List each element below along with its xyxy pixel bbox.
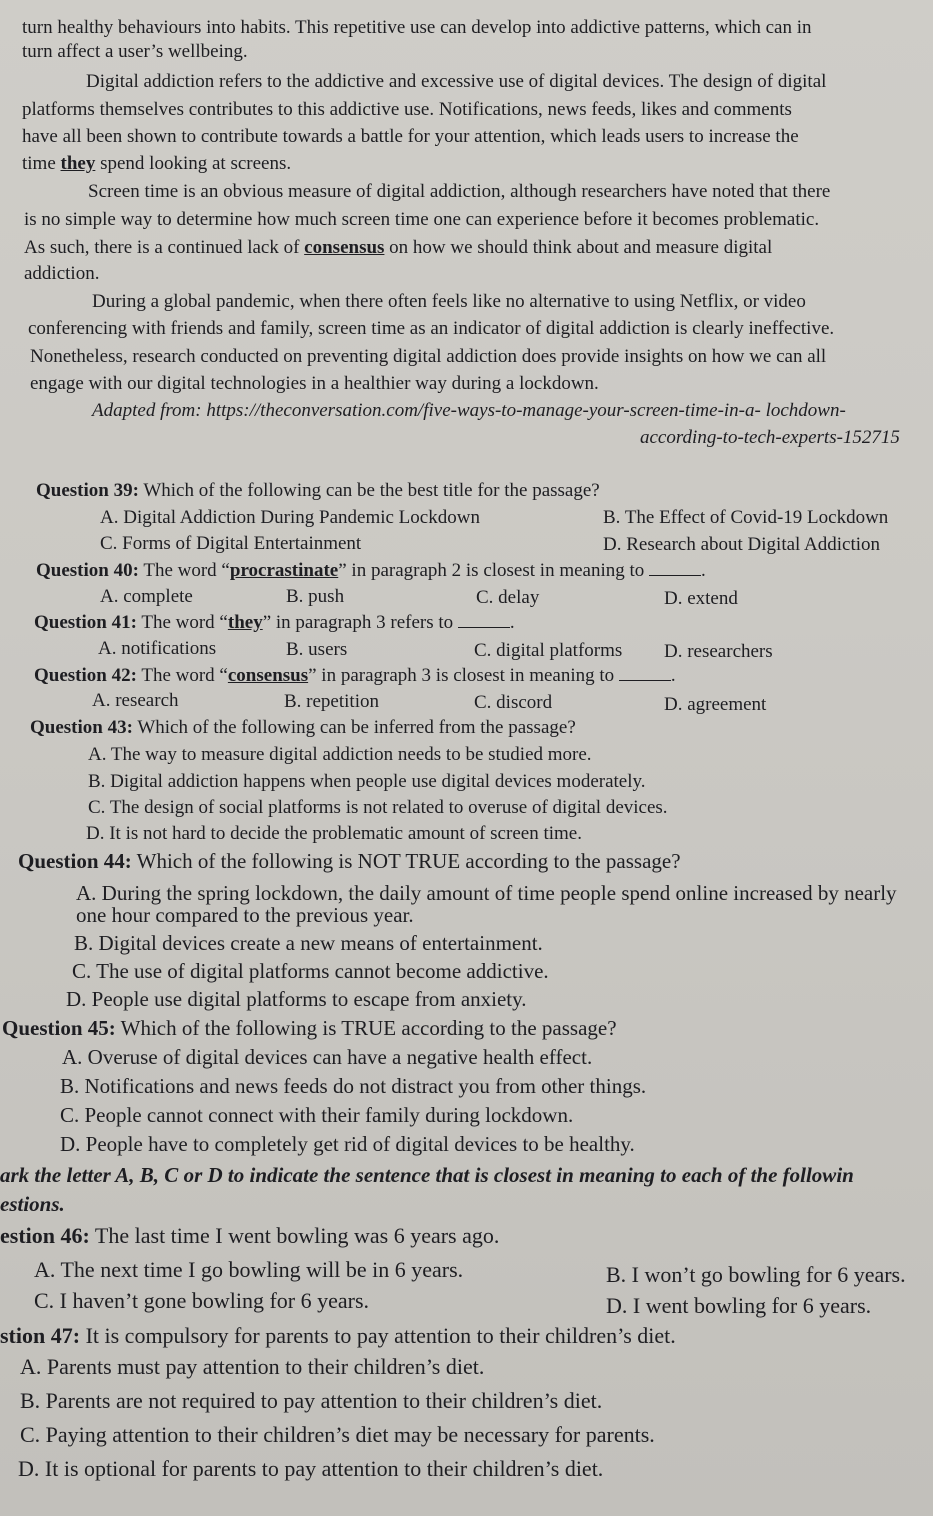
passage-line: is no simple way to determine how much screen time one can experience before it becomes problematic. [24,209,820,230]
question-label: Question 40: [36,560,139,581]
question-text: ” in paragraph 3 refers to [262,612,458,633]
underlined-word: consensus [227,665,309,686]
question-label: Question 39: [36,480,139,501]
option-c[interactable]: C. digital platforms [474,640,623,661]
option-b[interactable]: B. Parents are not required to pay attention to their children’s diet. [20,1388,603,1413]
question-label: Question 41: [34,612,137,633]
question-text: ” in paragraph 3 is closest in meaning to [308,665,619,686]
option-d[interactable]: D. I went bowling for 6 years. [606,1293,872,1318]
question-text: It is compulsory for parents to pay attention to their children’s diet. [80,1323,676,1348]
passage-line: turn affect a user’s wellbeing. [22,41,248,62]
passage-line [24,236,772,260]
answer-blank[interactable] [649,561,701,576]
option-d[interactable]: D. extend [664,588,738,609]
option-b[interactable]: B. Digital devices create a new means of entertainment. [74,931,543,955]
question-text: Which of the following is NOT TRUE according to the passage? [131,849,681,873]
option-d[interactable]: D. People use digital platforms to escape from anxiety. [66,987,527,1011]
question-label: Question 45: [2,1016,116,1040]
option-b[interactable]: B. I won’t go bowling for 6 years. [606,1262,906,1287]
question-text: Which of the following is TRUE according to the passage? [115,1016,617,1040]
section-instruction: ark the letter A, B, C or D to indicate the sentence that is closest in meaning to each of the followin [0,1163,854,1187]
option-a[interactable]: A. The next time I go bowling will be in 6 years. [34,1257,464,1282]
question-label: estion 46: [0,1223,90,1248]
question-39 [36,479,600,503]
passage-line: turn healthy behaviours into habits. This repetitive use can develop into addictive patterns, which can in [22,17,812,38]
question-text: The last time I went bowling was 6 years ago. [89,1223,500,1248]
underlined-word: they [60,153,96,174]
passage-line: Screen time is an obvious measure of digital addiction, although researchers have noted that there [88,181,831,202]
question-text: The word “ [136,612,228,633]
question-text: . [509,612,515,633]
question-text: ” in paragraph 2 is closest in meaning to [338,560,650,581]
option-c[interactable]: C. The design of social platforms is not related to overuse of digital devices. [88,797,668,818]
passage-line: Digital addiction refers to the addictive and excessive use of digital devices. The design of digital [86,71,827,92]
question-44 [18,848,681,874]
option-a[interactable]: A. During the spring lockdown, the daily amount of time people spend online increased by nearly [76,881,897,905]
option-b[interactable]: B. users [286,639,348,660]
option-a[interactable]: A. The way to measure digital addiction needs to be studied more. [88,744,592,765]
option-d[interactable]: D. It is optional for parents to pay attention to their children’s diet. [18,1456,604,1481]
question-41 [34,611,515,635]
option-c[interactable]: C. Paying attention to their children’s diet may be necessary for parents. [20,1422,655,1447]
question-text: The word “ [138,560,230,581]
question-label: stion 47: [0,1323,81,1348]
question-text: Which of the following can be the best title for the passage? [138,480,600,501]
option-b[interactable]: B. push [286,586,345,607]
passage-line: During a global pandemic, when there often feels like no alternative to using Netflix, or video [92,291,806,312]
passage-line: Nonetheless, research conducted on preventing digital addiction does provide insights on how we can all [30,346,827,367]
passage-line: have all been shown to contribute towards a battle for your attention, which leads users to increase the [22,126,799,147]
question-46 [0,1222,499,1250]
question-43 [30,716,576,740]
text: spend looking at screens. [95,153,292,174]
passage-line: engage with our digital technologies in a healthier way during a lockdown. [30,373,599,394]
option-b[interactable]: B. repetition [284,691,379,712]
option-d[interactable]: D. People have to completely get rid of digital devices to be healthy. [60,1132,635,1156]
question-text: . [670,665,676,686]
option-d[interactable]: D. Research about Digital Addiction [603,534,881,555]
option-a-continued[interactable]: one hour compared to the previous year. [76,903,414,927]
option-c[interactable]: C. I haven’t gone bowling for 6 years. [34,1288,370,1313]
answer-blank[interactable] [619,666,671,681]
question-label: Question 42: [34,665,137,686]
question-40 [36,559,706,583]
option-a[interactable]: A. complete [100,586,193,607]
underlined-word: procrastinate [229,560,339,581]
option-a[interactable]: A. research [92,690,179,711]
option-c[interactable]: C. delay [476,587,540,608]
text: time [22,153,61,174]
question-47 [0,1322,676,1350]
option-a[interactable]: A. Digital Addiction During Pandemic Lockdown [100,507,480,528]
passage-line: platforms themselves contributes to this addictive use. Notifications, news feeds, likes and comments [22,99,792,120]
answer-blank[interactable] [458,613,510,628]
question-text: . [701,560,706,581]
option-c[interactable]: C. People cannot connect with their family during lockdown. [60,1103,574,1127]
option-c[interactable]: C. Forms of Digital Entertainment [100,533,362,554]
question-text: The word “ [136,665,228,686]
source-citation: Adapted from: https://theconversation.com/five-ways-to-manage-your-screen-time-in-a- lochdown- [92,400,846,421]
option-c[interactable]: C. The use of digital platforms cannot become addictive. [72,959,549,983]
option-d[interactable]: D. researchers [664,641,773,662]
section-instruction: estions. [0,1192,65,1216]
passage-line: conferencing with friends and family, screen time as an indicator of digital addiction is clearly ineffective. [28,318,835,339]
option-d[interactable]: D. agreement [664,694,767,715]
option-a[interactable]: A. notifications [98,638,217,659]
underlined-word: they [227,612,263,633]
question-label: Question 44: [18,849,132,873]
option-b[interactable]: B. The Effect of Covid-19 Lockdown [603,507,889,528]
question-label: Question 43: [30,717,133,738]
option-d[interactable]: D. It is not hard to decide the problematic amount of screen time. [86,823,582,844]
question-42 [34,664,676,688]
passage-line [22,152,291,176]
question-45 [2,1015,617,1041]
text: As such, there is a continued lack of [24,237,305,258]
source-citation: according-to-tech-experts-152715 [640,427,900,448]
text: on how we should think about and measure digital [384,237,773,258]
passage-line: addiction. [24,263,100,284]
question-text: Which of the following can be inferred from the passage? [132,717,576,738]
option-a[interactable]: A. Parents must pay attention to their children’s diet. [20,1354,485,1379]
option-a[interactable]: A. Overuse of digital devices can have a negative health effect. [62,1045,593,1069]
option-b[interactable]: B. Digital addiction happens when people use digital devices moderately. [88,771,646,792]
underlined-word: consensus [304,237,385,258]
option-b[interactable]: B. Notifications and news feeds do not distract you from other things. [60,1074,647,1098]
option-c[interactable]: C. discord [474,692,553,713]
